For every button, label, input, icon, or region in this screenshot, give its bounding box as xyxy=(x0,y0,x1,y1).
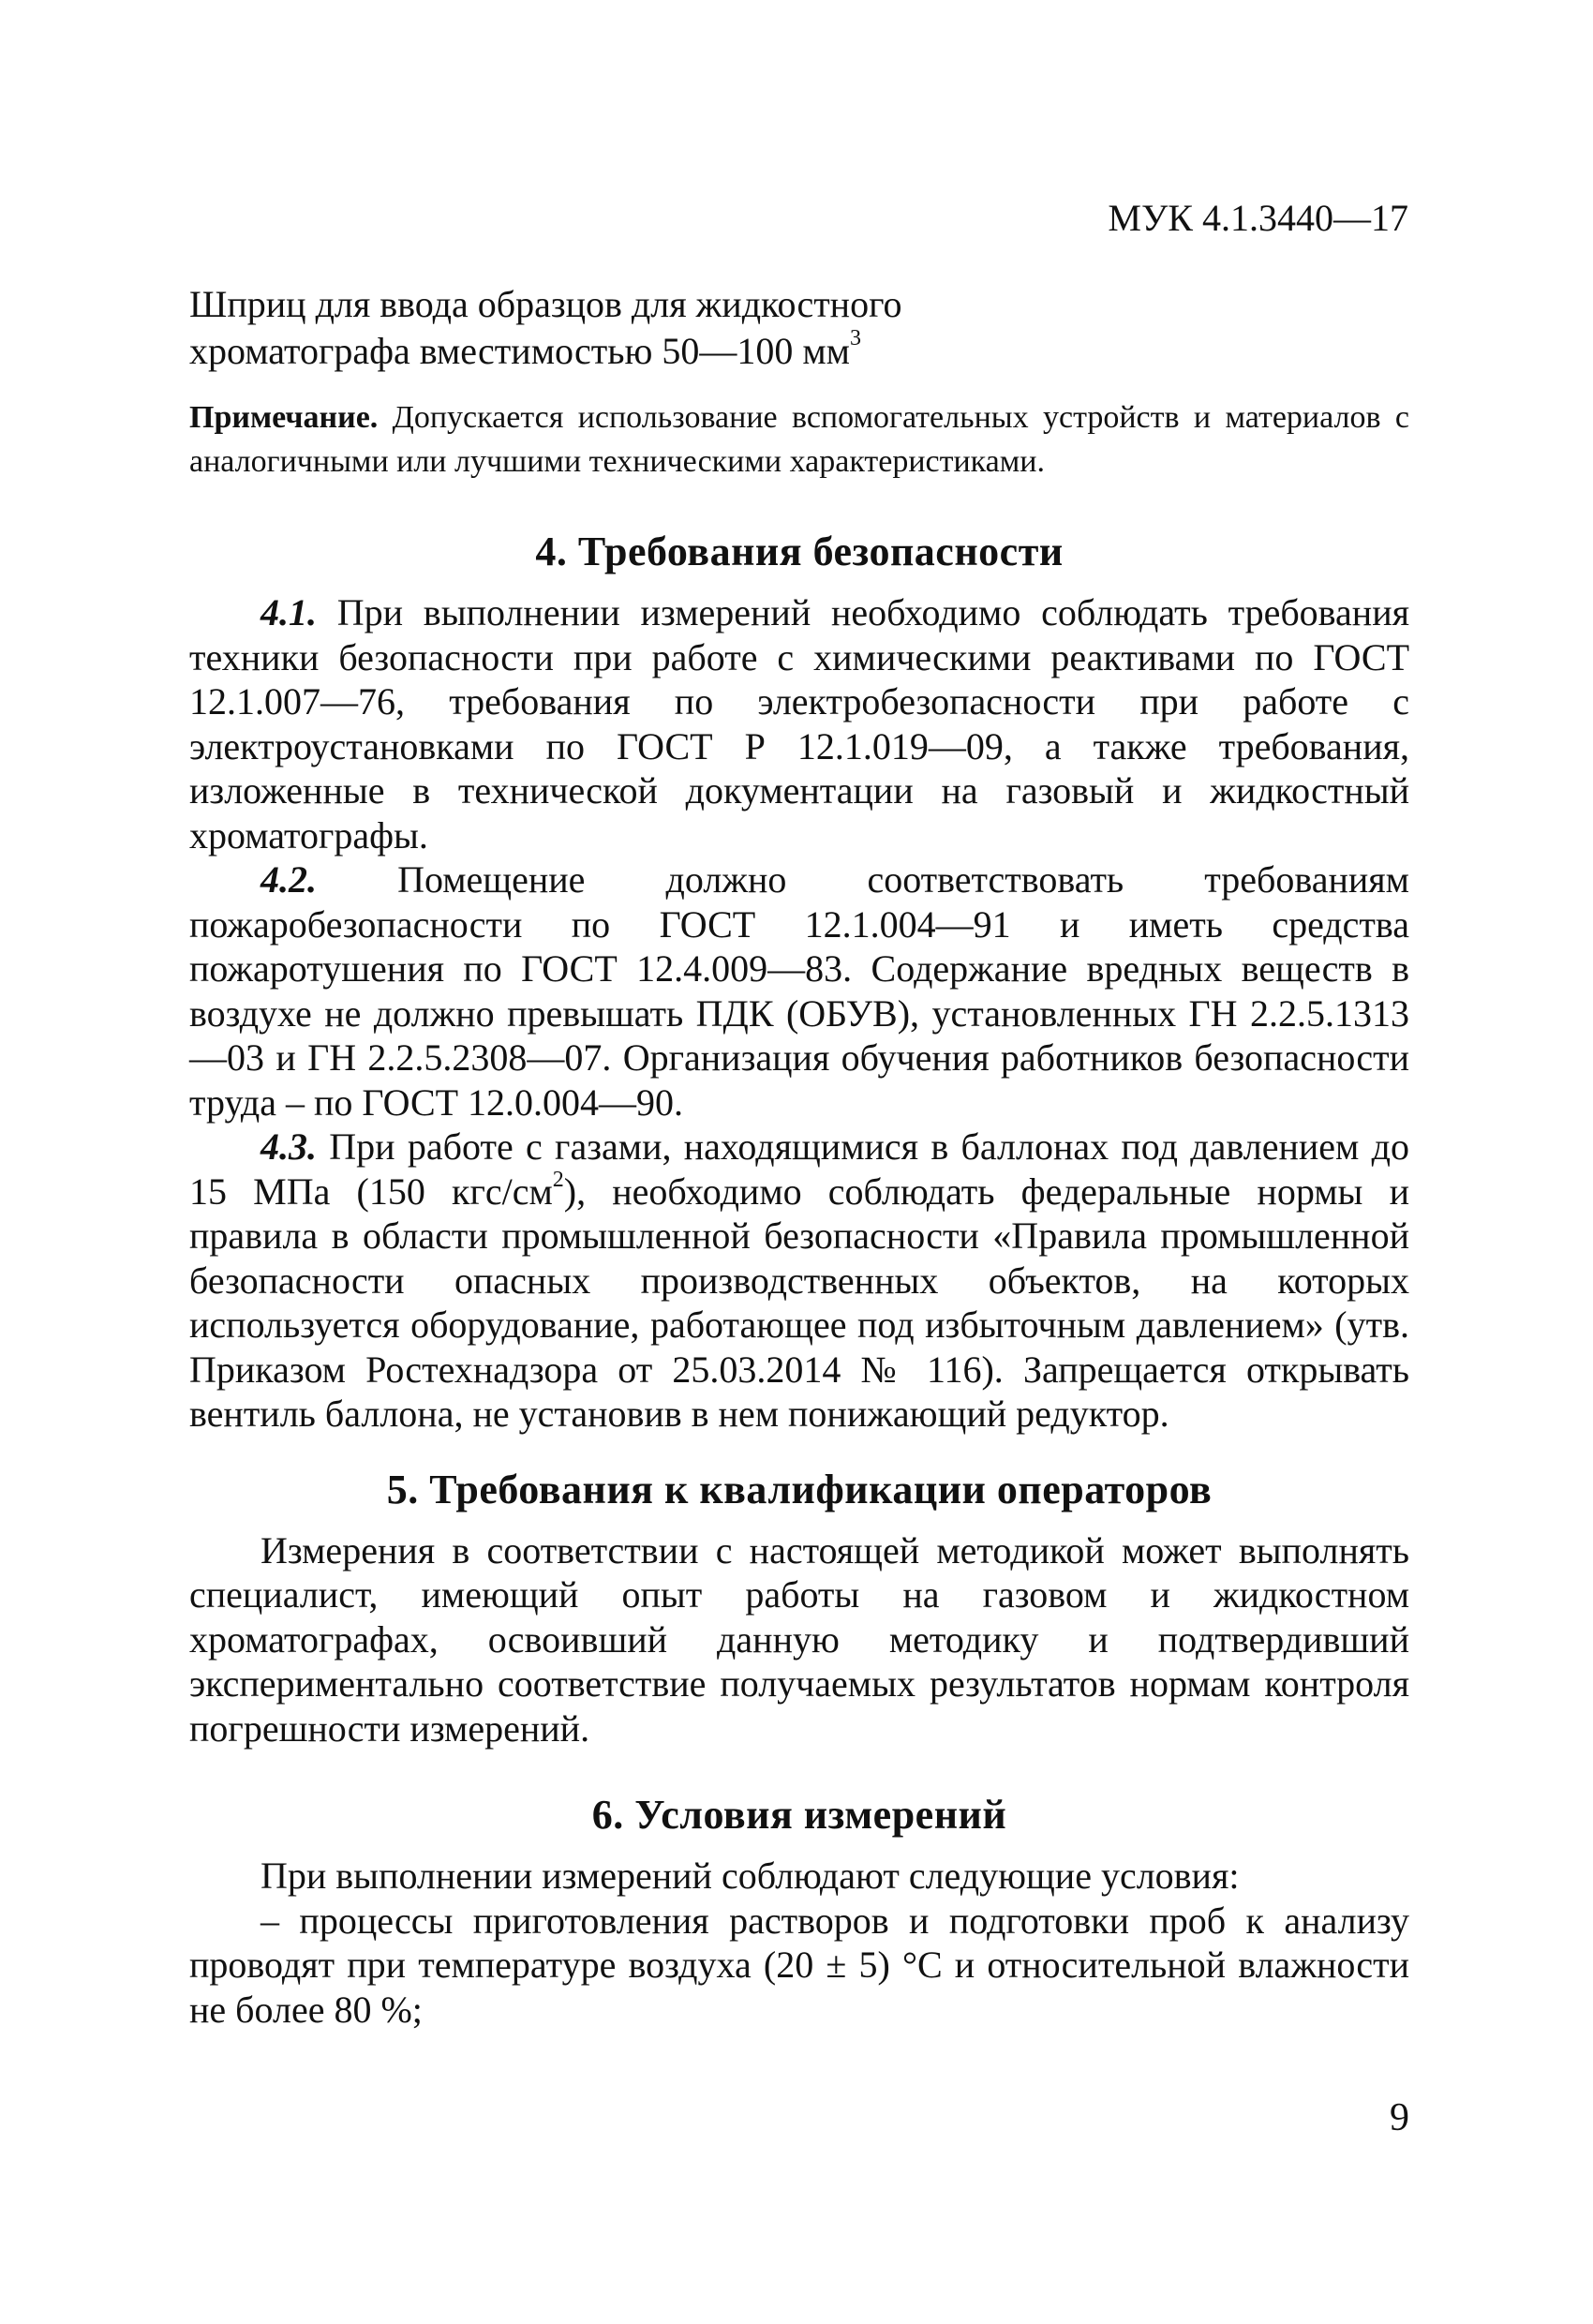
paragraph-4-2-number: 4.2. xyxy=(261,858,317,901)
note-paragraph xyxy=(189,395,1409,484)
paragraph-4-3-superscript: 2 xyxy=(552,1168,564,1193)
section-5-heading: 5. Требования к квалификации операторов xyxy=(386,1466,1213,1512)
paragraph-4-3-text-a: При работе с газами, находящимися в баллонах под давлением до 15 МПа (150 кгс/см xyxy=(189,1125,1409,1213)
paragraph-4-1-number: 4.1. xyxy=(261,591,317,633)
section-4-body xyxy=(189,590,1409,1437)
page-content xyxy=(189,281,1409,2032)
section-6-body xyxy=(189,1854,1409,2032)
equipment-line-2: хроматографа вместимостью 50—100 мм xyxy=(189,330,850,372)
paragraph-4-1 xyxy=(189,590,1409,857)
note-text: Допускается использование вспомогательных устройств и материалов с аналогичными или лучшими техническими характеристиками. xyxy=(189,400,1409,479)
paragraph-4-2-text: Помещение должно соответствовать требованиям пожаробезопасности по ГОСТ 12.1.004—91 и иметь средства пожаротушения по ГОСТ 12.4.009—83. Содержание вредных веществ в воздухе не должно превышать ПДК (ОБУВ), установленных ГН 2.2.5.1313—03 и ГН 2.2.5.2308—07. Организация обучения работников безопасности труда – по ГОСТ 12.0.004—90. xyxy=(189,858,1409,1124)
document-code-header: МУК 4.1.3440—17 xyxy=(1108,197,1408,239)
note-label: Примечание. xyxy=(189,400,379,435)
paragraph-4-3-number: 4.3. xyxy=(261,1125,317,1168)
paragraph-6-intro: При выполнении измерений соблюдают следующие условия: xyxy=(261,1855,1240,1897)
equipment-unit-superscript: 3 xyxy=(849,325,861,350)
paragraph-4-2 xyxy=(189,857,1409,1125)
paragraph-5: Измерения в соответствии с настоящей методикой может выполнять специалист, имеющий опыт работы на газовом и жидкостном хроматографах, освоивший данную методику и подтвердивший экспериментально соответствие получаемых результатов нормам контроля погрешности измерений. xyxy=(189,1528,1409,1750)
equipment-item xyxy=(189,281,1409,375)
paragraph-4-3 xyxy=(189,1125,1409,1437)
section-6-heading: 6. Условия измерений xyxy=(591,1792,1007,1838)
paragraph-4-3-text-b: ), необходимо соблюдать федеральные нормы и правила в области промышленной безопасности «Правила промышленной безопасности опасных производственных объектов, на которых используется оборудование, работающее под избыточным давлением» (утв. Приказом Ростехнадзора от 25.03.2014 № 116). Запрещается открывать вентиль баллона, не установив в нем понижающий редуктор. xyxy=(189,1169,1409,1435)
section-4-heading: 4. Требования безопасности xyxy=(535,529,1064,574)
equipment-line-1: Шприц для ввода образцов для жидкостного xyxy=(189,283,902,325)
paragraph-4-1-text: При выполнении измерений необходимо соблюдать требования техники безопасности при работе с химическими реактивами по ГОСТ 12.1.007—76, требования по электробезопасности при работе с электроустановками по ГОСТ Р 12.1.019—09, а также требования, изложенные в технической документации на газовый и жидкостный хроматографы. xyxy=(189,591,1409,857)
page-number: 9 xyxy=(1390,2096,1409,2139)
section-5-body xyxy=(189,1528,1409,1751)
paragraph-6-item-1: – процессы приготовления растворов и подготовки проб к анализу проводят при температуре воздуха (20 ± 5) °С и относительной влажности не более 80 %; xyxy=(189,1899,1409,2031)
